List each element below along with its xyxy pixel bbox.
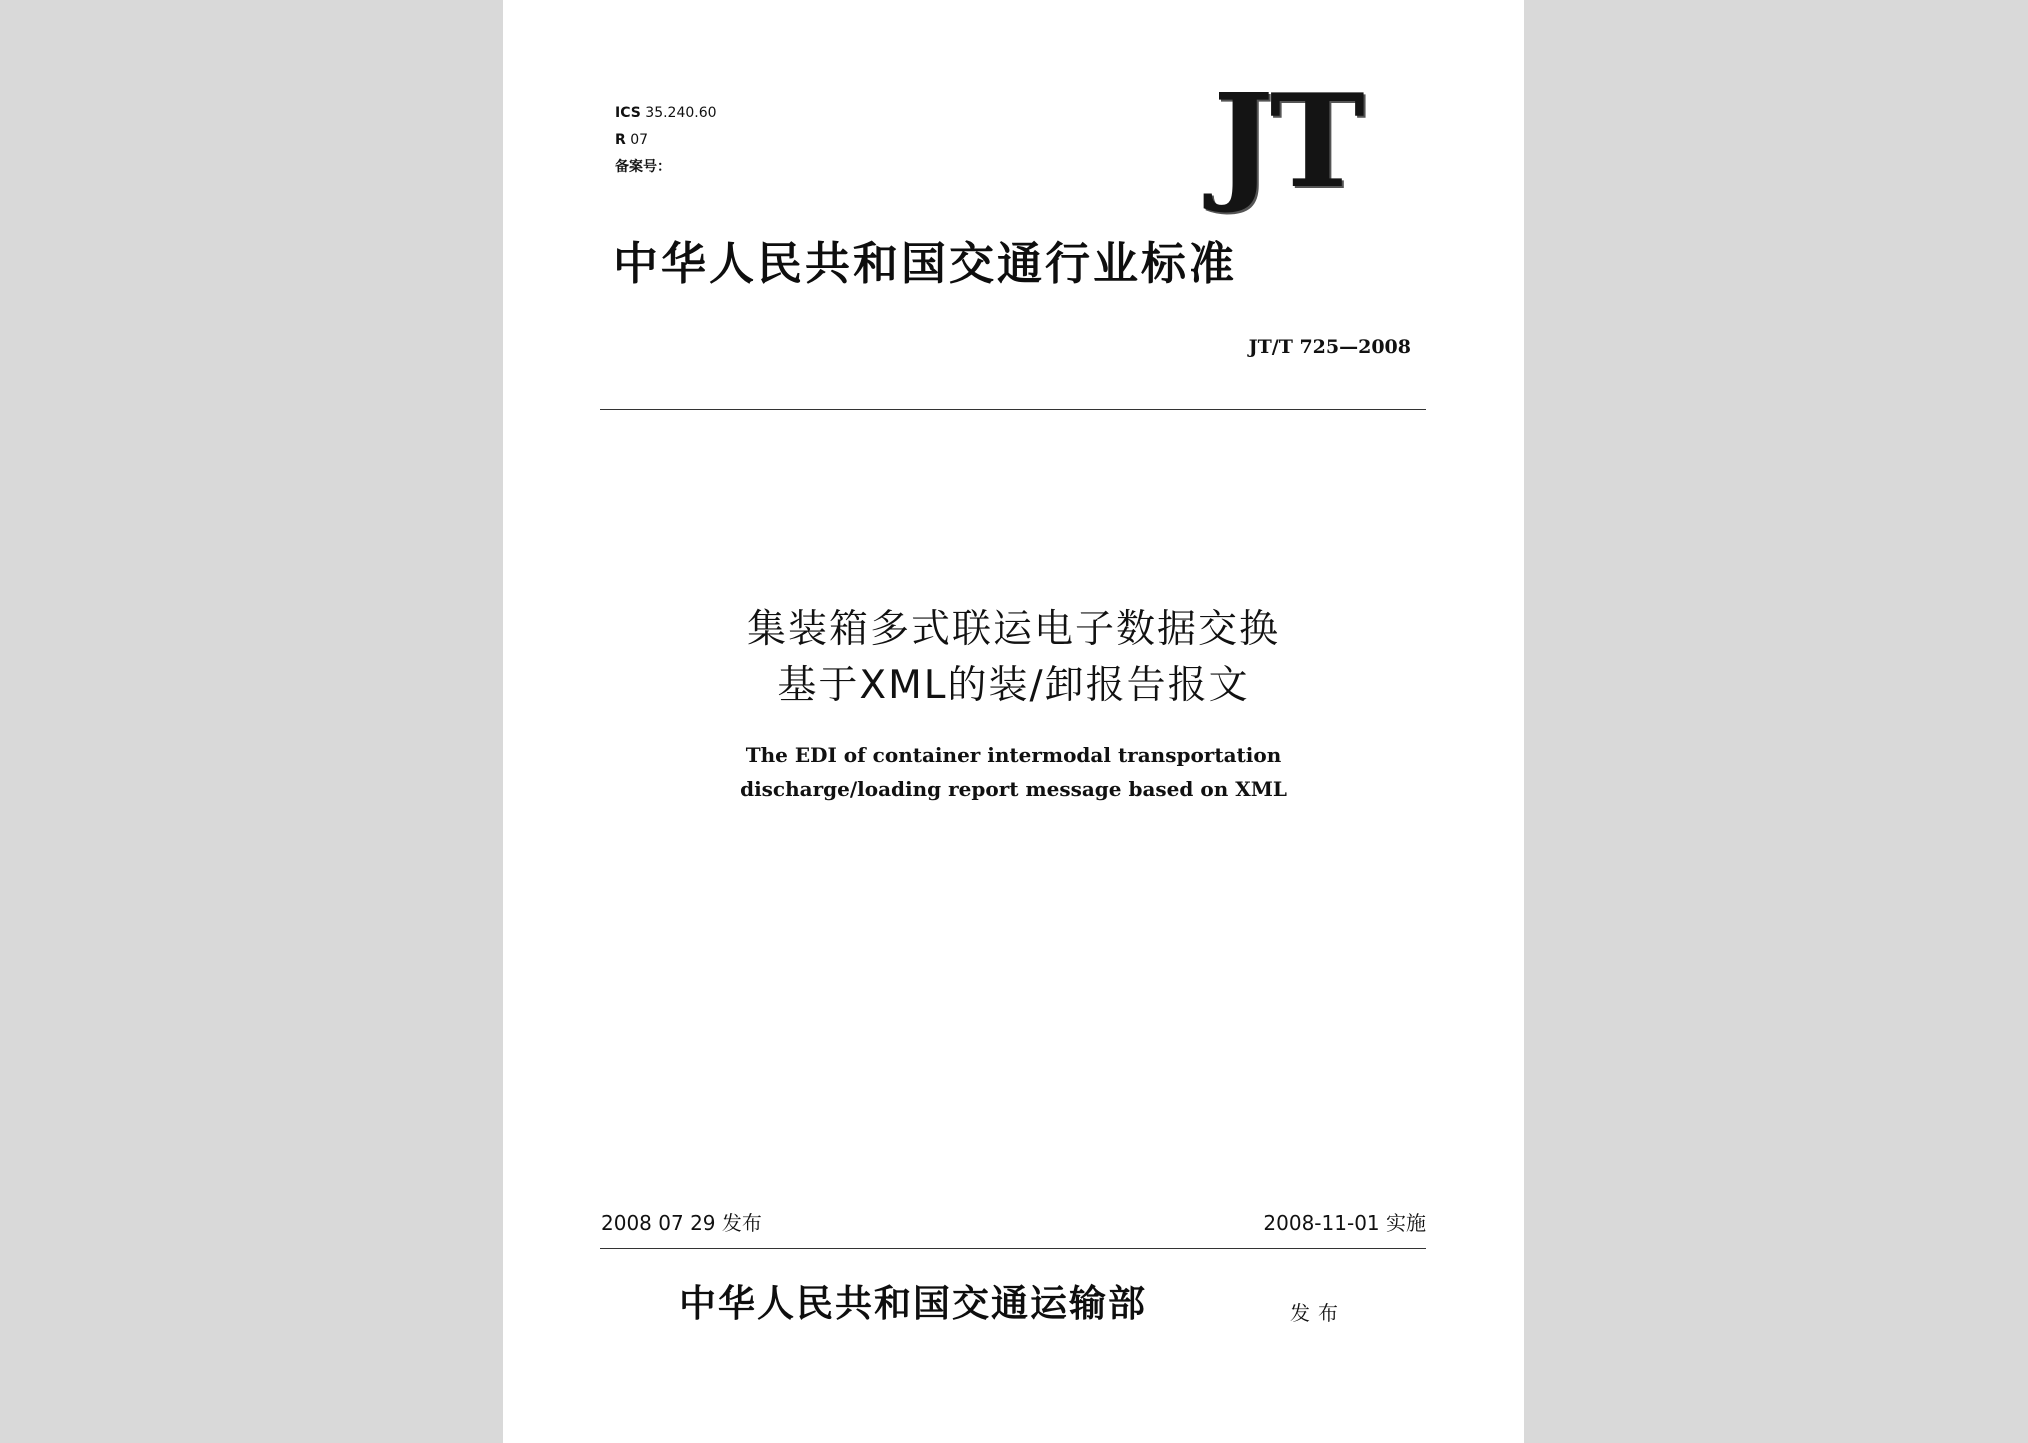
implementation-date: 2008-11-01 实施 xyxy=(1263,1211,1426,1235)
ics-value: 35.240.60 xyxy=(645,105,717,121)
publisher-name: 中华人民共和国交通运输部 xyxy=(679,1282,1147,1325)
document-title-cn-line2: 基于XML的装/卸报告报文 xyxy=(777,663,1250,708)
document-page xyxy=(503,0,1524,1443)
filing-label: 备案号： xyxy=(615,159,671,175)
top-divider xyxy=(600,409,1426,410)
document-title-cn xyxy=(503,602,1524,714)
document-title-en-line2: discharge/loading report message based on XML xyxy=(740,777,1287,801)
publish-action: 发布 xyxy=(1290,1301,1346,1325)
ics-label: ICS xyxy=(615,105,641,121)
issue-date: 2008 07 29 发布 xyxy=(601,1211,762,1235)
ccs-value: 07 xyxy=(630,132,649,148)
document-title-en-line1: The EDI of container intermodal transportation xyxy=(745,743,1282,767)
jt-logo: JT xyxy=(1213,67,1361,217)
document-title-cn-line1: 集装箱多式联运电子数据交换 xyxy=(746,607,1280,652)
document-title-en xyxy=(503,738,1524,806)
ics-code xyxy=(615,100,717,127)
ccs-label: R xyxy=(615,132,626,148)
classification-block xyxy=(615,100,717,181)
filing-number xyxy=(615,154,717,181)
standard-code: JT/T 725—2008 xyxy=(1248,336,1411,358)
bottom-divider xyxy=(600,1248,1426,1249)
standard-title: 中华人民共和国交通行业标准 xyxy=(613,237,1238,290)
ccs-code xyxy=(615,127,717,154)
